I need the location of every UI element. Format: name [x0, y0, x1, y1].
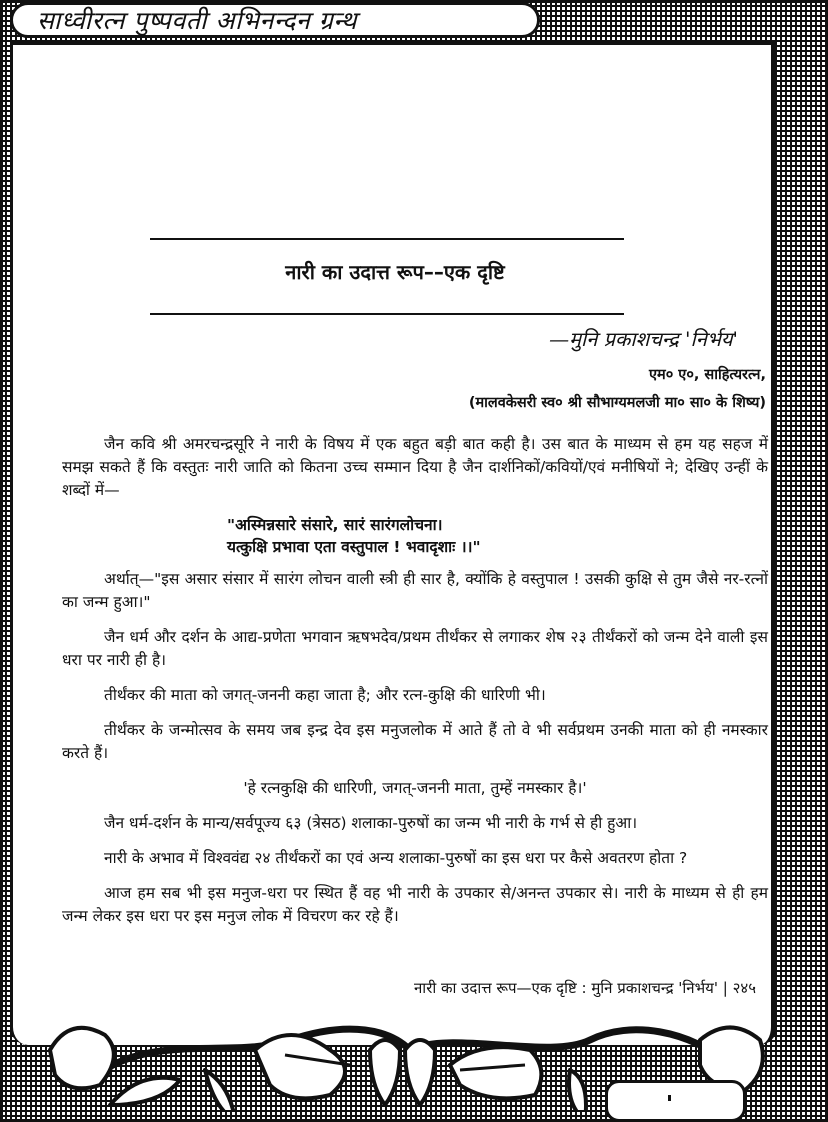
paragraph: अर्थात्—"इस असार संसार में सारंग लोचन वाली स्त्री ही सार है, क्योंकि हे वस्तुपाल ! उसकी कुक्षि से तुम जैसे नर-रत्नों का जन्म हुआ।" — [62, 570, 768, 611]
paragraph: आज हम सब भी इस मनुज-धरा पर स्थित हैं वह भी नारी के उपकार से/अनन्त उपकार से। नारी के माध्यम से ही हम जन्म लेकर इस धरा पर इस मनुज लोक में विचरण कर रहे हैं। — [62, 884, 768, 925]
paragraph: नारी के अभाव में विश्ववंद्य २४ तीर्थंकरों का एवं अन्य शलाका-पुरुषों का इस धरा पर कैसे अवतरण होता ? — [104, 849, 688, 867]
page-number-tab — [605, 1080, 746, 1122]
author-degree: एम० ए०, साहित्यरत्न, — [649, 367, 766, 383]
article-body — [62, 433, 768, 940]
sanskrit-verse-line: यत्कुक्षि प्रभावा एता वस्तुपाल ! भवादृशाः ।।" — [227, 538, 481, 556]
paragraph: जैन धर्म और दर्शन के आद्य-प्रणेता भगवान ऋषभदेव/प्रथम तीर्थंकर से लगाकर शेष २३ तीर्थंकरों को जन्म देने वाली इस धरा पर नारी ही है। — [62, 628, 768, 669]
article-title: नारी का उदात्त रूप––एक दृष्टि — [285, 260, 505, 284]
sanskrit-verse-line: "अस्मिन्नसारे संसारे, सारं सारंगलोचना। — [227, 516, 443, 534]
book-title-banner — [10, 2, 540, 38]
paragraph: तीर्थंकर के जन्मोत्सव के समय जब इन्द्र देव इस मनुजलोक में आते हैं तो वे भी सर्वप्रथम उनकी माता को ही नमस्कार करते हैं। — [62, 721, 768, 762]
author-name: —मुनि प्रकाशचन्द्र 'निर्भय' — [549, 327, 738, 351]
paragraph: जैन धर्म-दर्शन के मान्य/सर्वपूज्य ६३ (त्रेसठ) शलाका-पुरुषों का जन्म भी नारी के गर्भ से ही हुआ। — [104, 814, 638, 832]
book-title: साध्वीरत्न पुष्पवती अभिनन्दन ग्रन्थ — [37, 6, 357, 35]
title-rule-top — [150, 238, 624, 240]
title-rule-bottom — [150, 313, 624, 315]
running-footer: नारी का उदात्त रूप—एक दृष्टि : मुनि प्रकाशचन्द्र 'निर्भय' | २४५ — [413, 979, 756, 997]
paragraph: तीर्थंकर की माता को जगत्-जननी कहा जाता है; और रत्न-कुक्षि की धारिणी भी। — [104, 686, 546, 704]
salutation-quote: 'हे रत्नकुक्षि की धारिणी, जगत्-जननी माता, तुम्हें नमस्कार है।' — [243, 779, 587, 797]
author-affiliation: (मालवकेसरी स्व० श्री सौभाग्यमलजी मा० सा० के शिष्य) — [468, 395, 766, 411]
paragraph: जैन कवि श्री अमरचन्द्रसूरि ने नारी के विषय में एक बहुत बड़ी बात कही है। उस बात के माध्यम से हम यह सहज में समझ सकते हैं कि वस्तुतः नारी जाति को कितना उच्च सम्मान दिया है जैन दार्शनिकों/कवियों/एवं मनीषियों ने; देखिए उन्हीं के शब्दों में— — [62, 435, 768, 499]
